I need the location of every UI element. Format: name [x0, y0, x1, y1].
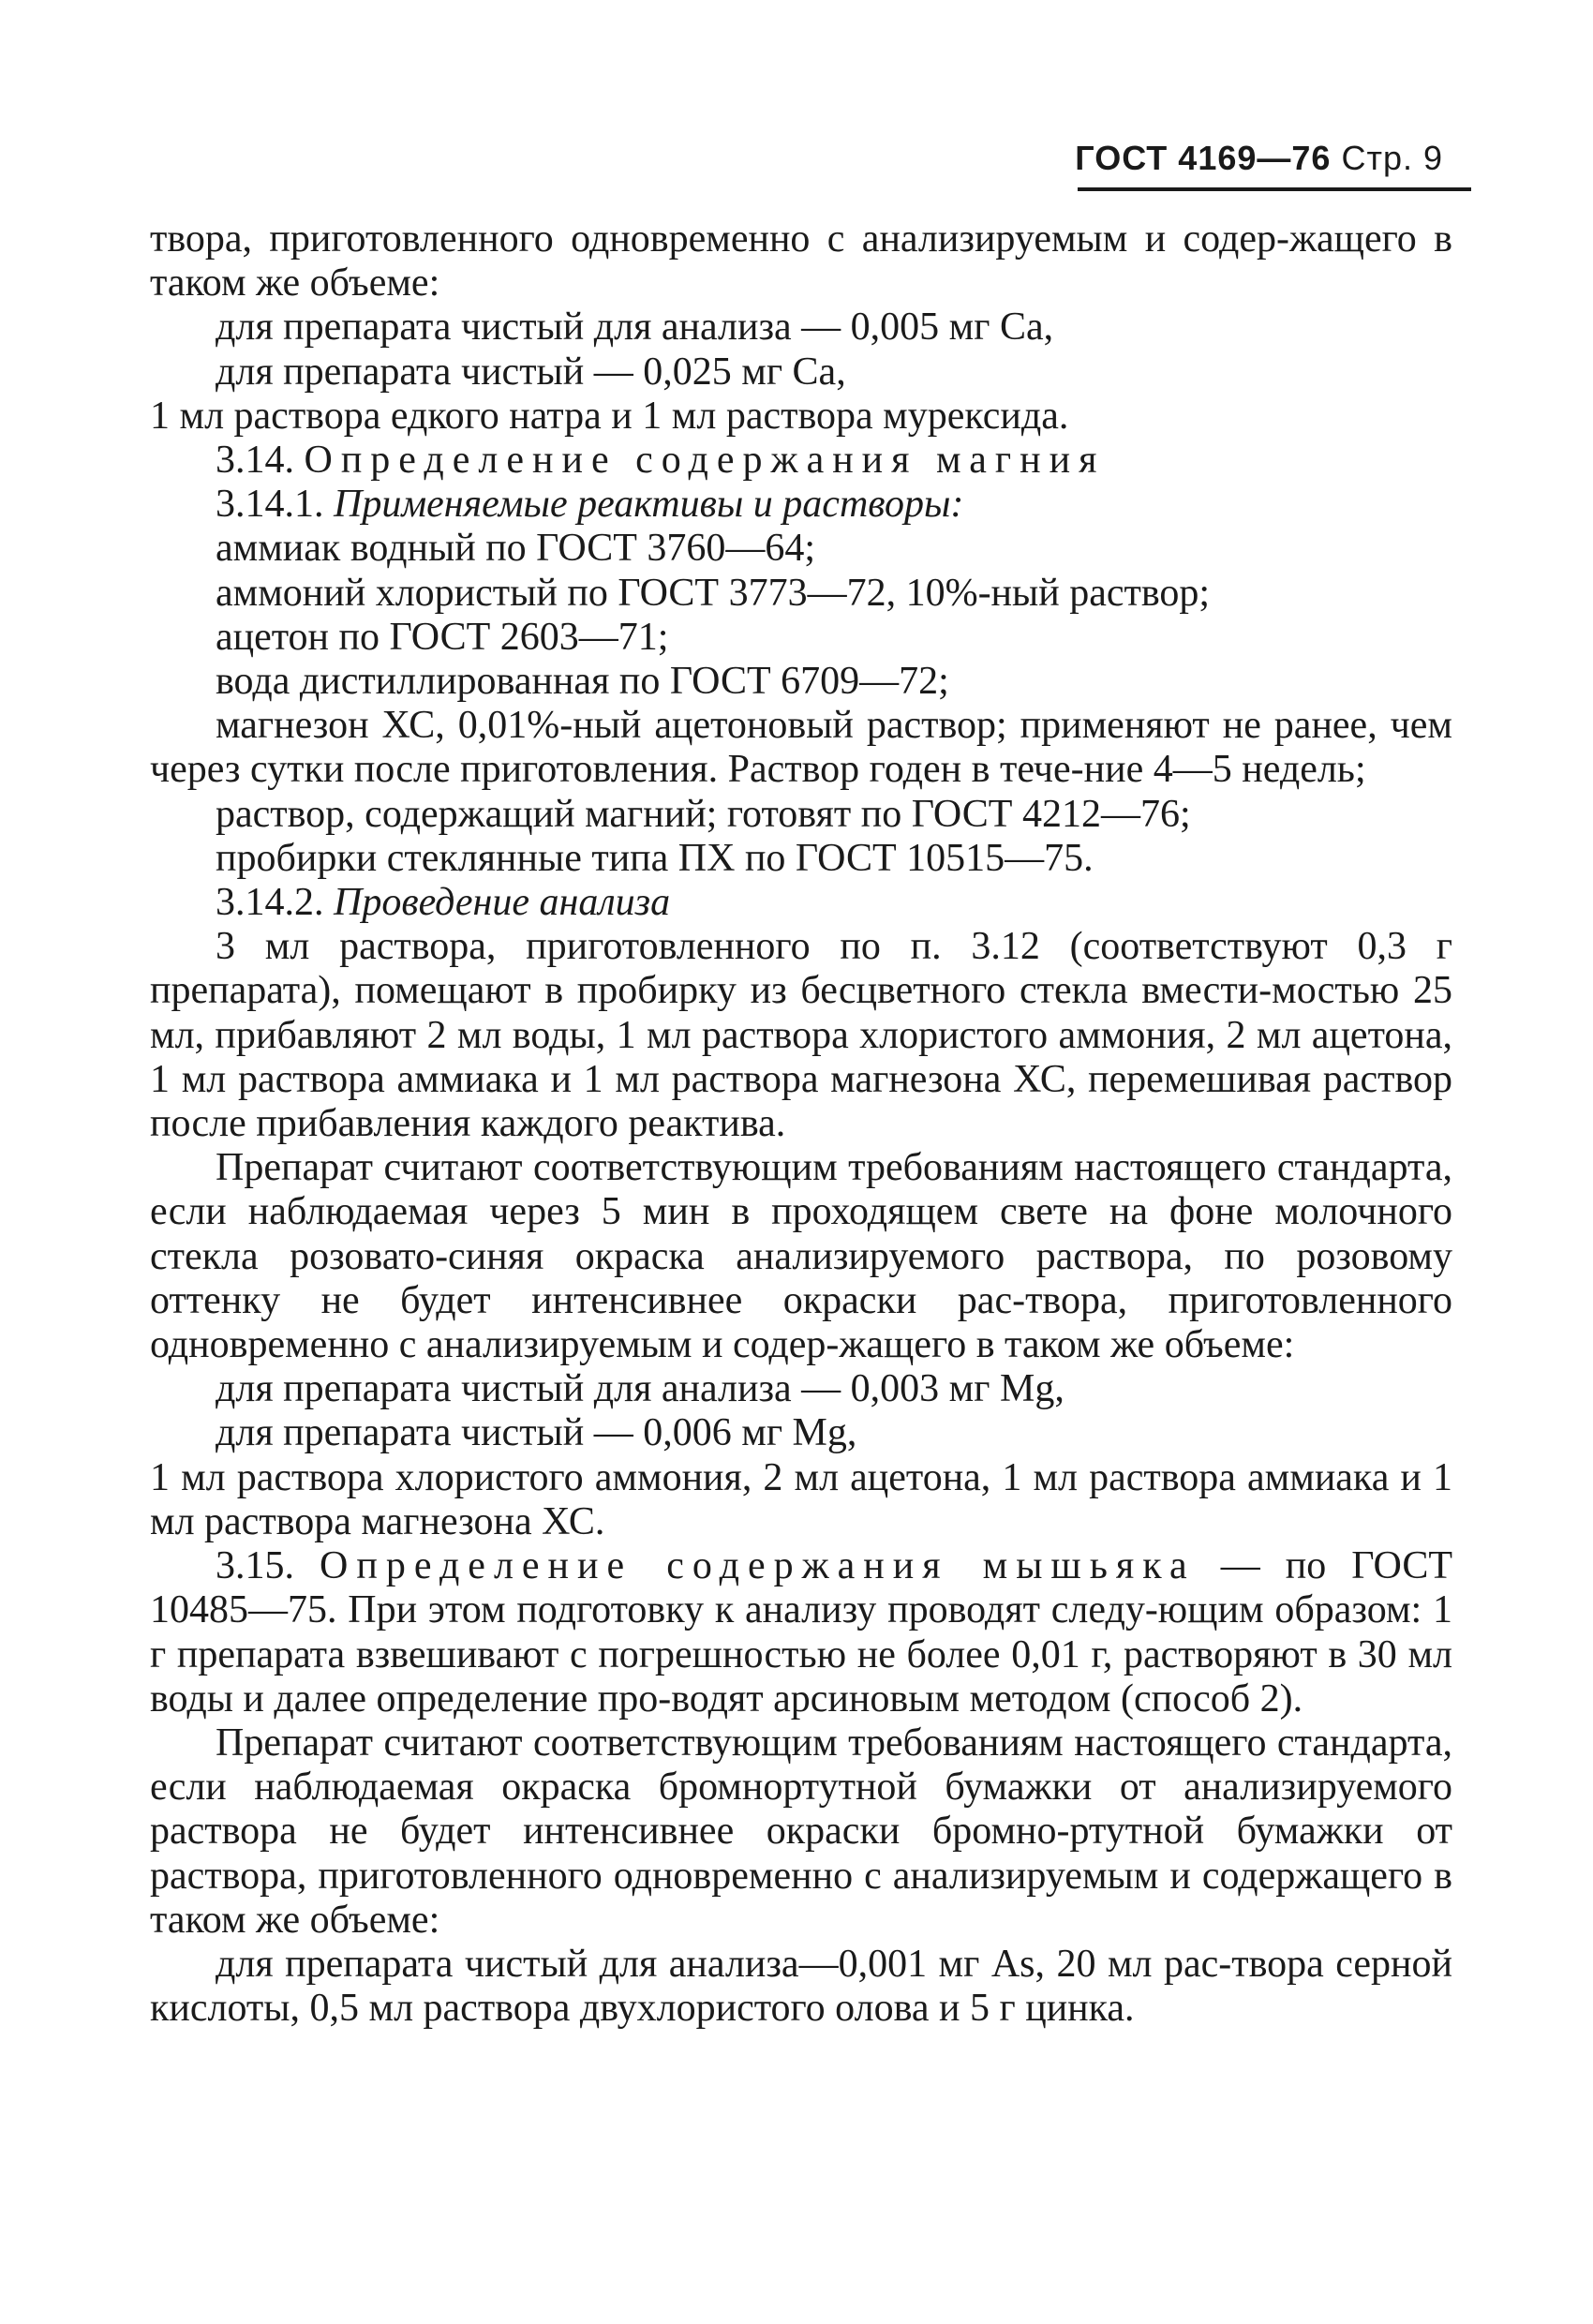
paragraph: для препарата чистый для анализа — 0,003 мг Mg, — [216, 1367, 1064, 1411]
list-item: раствор, содержащий магний; готовят по ГОСТ 4212—76; — [216, 792, 1191, 836]
page-number: Стр. 9 — [1341, 139, 1443, 177]
paragraph: 3 мл раствора, приготовленного по п. 3.12 (соответствуют 0,3 г препарата), помещают в пробирку из бесцветного стекла вмести-мостью 25 мл, прибавляют 2 мл воды, 1 мл раствора хлористого аммония, 2 мл ацетона, 1 мл раствора аммиака и 1 мл раствора магнезона ХС, перемешивая раствор после прибавления каждого реактива. — [150, 925, 1452, 1146]
list-item: вода дистиллированная по ГОСТ 6709—72; — [216, 660, 949, 704]
subsection-title: Проведение анализа — [334, 881, 671, 925]
paragraph: для препарата чистый для анализа — 0,005 мг Са, — [216, 305, 1054, 350]
list-item: ацетон по ГОСТ 2603—71; — [216, 615, 669, 659]
paragraph: 1 мл раствора хлористого аммония, 2 мл ацетона, 1 мл раствора аммиака и 1 мл раствора магнезона ХС. — [150, 1455, 1452, 1543]
paragraph: для препарата чистый для анализа—0,001 мг As, 20 мл рас-твора серной кислоты, 0,5 мл раствора двухлористого олова и 5 г цинка. — [150, 1942, 1452, 2031]
subsection-heading — [150, 483, 1452, 527]
subsection-heading — [150, 881, 1452, 925]
paragraph: Препарат считают соответствующим требованиям настоящего стандарта, если наблюдаемая окраска бромнортутной бумажки от анализируемого раствора не будет интенсивнее окраски бромно-ртутной бумажки от раствора, приготовленного одновременно с анализируемым и содержащего в таком же объеме: — [150, 1721, 1452, 1942]
list-item: пробирки стеклянные типа ПХ по ГОСТ 10515—75. — [216, 836, 1094, 880]
header-rule — [1078, 187, 1471, 191]
paragraph: Препарат считают соответствующим требованиям настоящего стандарта, если наблюдаемая через 5 мин в проходящем свете на фоне молочного стекла розовато-синяя окраска анализируемого раствора, по розовому оттенку не будет интенсивнее окраски рас-твора, приготовленного одновременно с анализируемым и содер-жащего в таком же объеме: — [150, 1146, 1452, 1367]
section-heading — [150, 1544, 1452, 1721]
paragraph: 1 мл раствора едкого натра и 1 мл раствора мурексида. — [150, 394, 1069, 438]
section-title: Определение содержания магния — [304, 439, 1106, 483]
section-number: 3.14. — [216, 439, 294, 483]
section-heading — [150, 439, 1452, 483]
document-body — [150, 217, 1452, 2031]
list-item: аммоний хлористый по ГОСТ 3773—72, 10%-ный раствор; — [216, 571, 1211, 615]
list-item: аммиак водный по ГОСТ 3760—64; — [216, 527, 816, 571]
section-number: 3.15. — [216, 1544, 294, 1588]
standard-number: ГОСТ 4169—76 — [1075, 139, 1332, 177]
section-number: 3.14.1. — [216, 483, 324, 527]
section-number: 3.14.2. — [216, 881, 324, 925]
paragraph: твора, приготовленного одновременно с анализируемым и содер-жащего в таком же объеме: — [150, 217, 1452, 305]
section-title: Определение содержания мышьяка — [320, 1544, 1196, 1588]
paragraph: для препарата чистый — 0,006 мг Mg, — [216, 1411, 857, 1455]
subsection-title: Применяемые реактивы и растворы: — [334, 483, 964, 527]
paragraph: для препарата чистый — 0,025 мг Са, — [216, 350, 846, 394]
section-text: — по ГОСТ 10485—75. При этом подготовку к анализу проводят следу-ющим образом: 1 г препарата взвешивают с погрешностью не более 0,01 г, растворяют в 30 мл воды и далее определение про-водят арсиновым методом (способ 2). — [150, 1544, 1453, 1721]
list-item: магнезон ХС, 0,01%-ный ацетоновый раствор; применяют не ранее, чем через сутки после приготовления. Раствор годен в тече-ние 4—5 недель; — [150, 704, 1452, 792]
page-header — [1050, 139, 1443, 178]
